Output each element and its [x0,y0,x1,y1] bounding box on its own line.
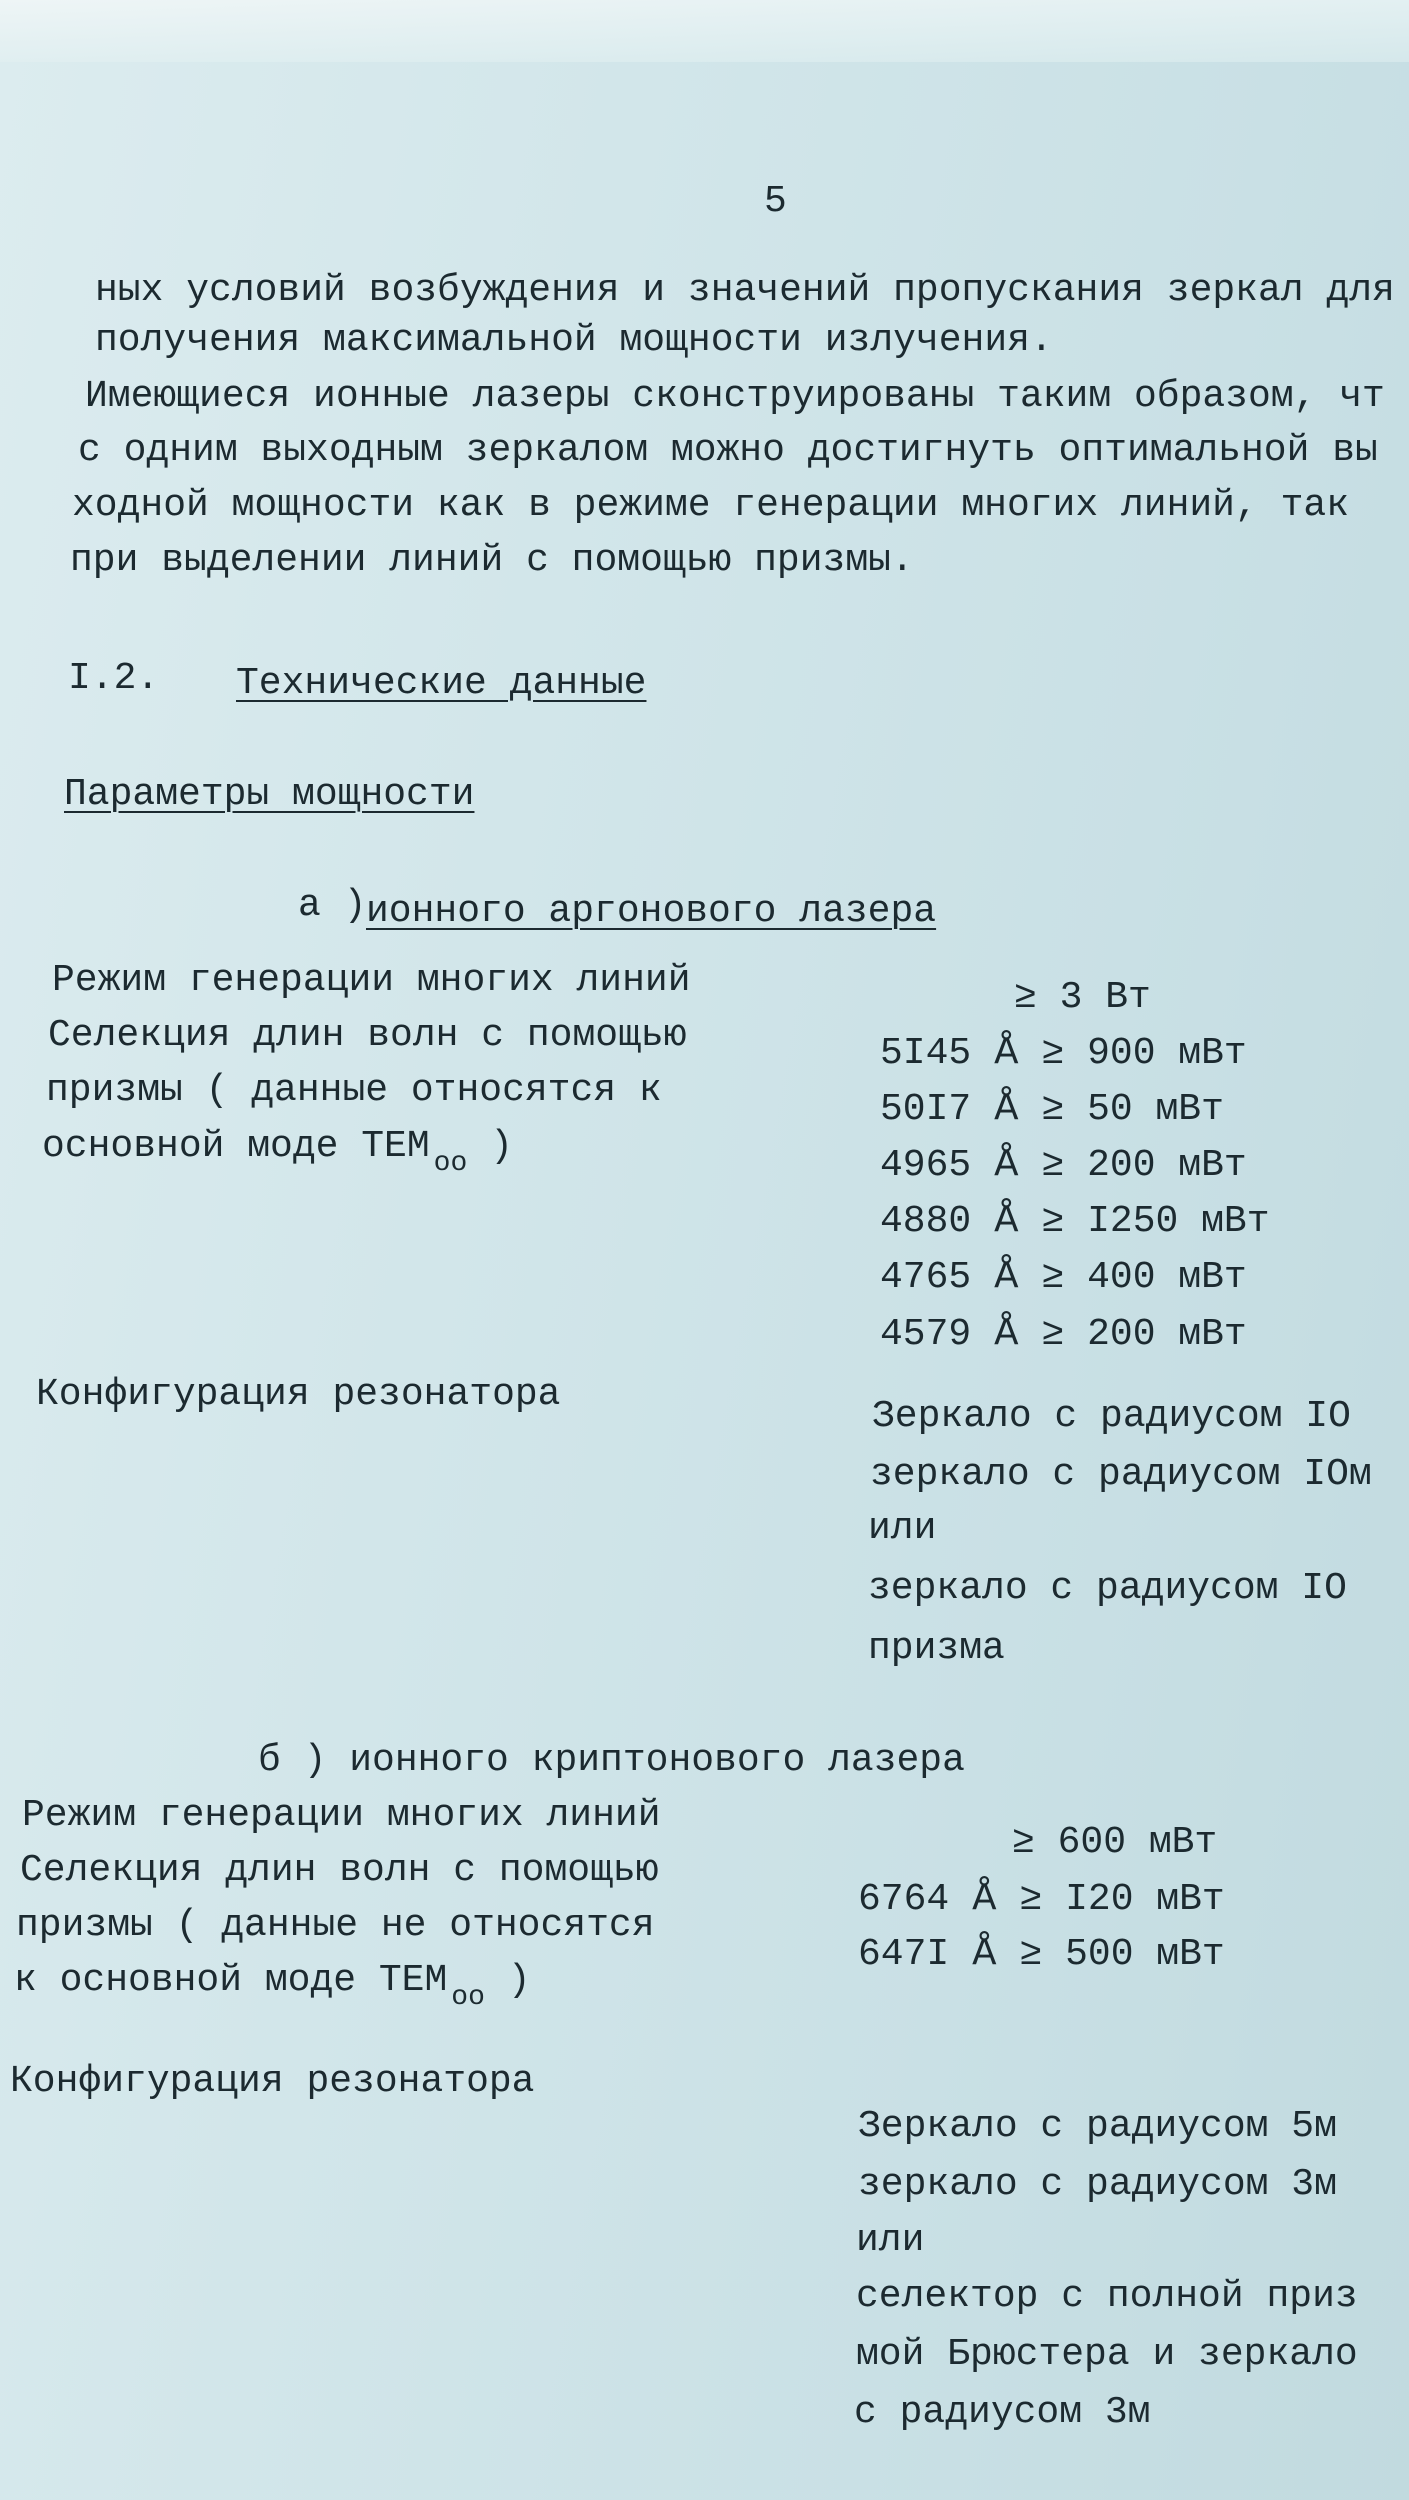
wavelength: 6764 [858,1878,950,1921]
argon-label-prism: Селекция длин волн с помощью [48,1014,687,1057]
argon-line-row [880,1199,1270,1243]
argon-label-prism-mode [42,1125,513,1179]
angstrom-symbol: Å [994,1031,1019,1072]
intro-line: Имеющиеся ионные лазеры сконструированы таким образом, чт [85,375,1385,418]
section-number: I.2. [68,657,160,700]
power-value: ≥ 500 мВт [1019,1933,1225,1976]
mode-text: к основной моде ТЕМ [14,1959,448,2002]
krypton-resonator-line: зеркало с радиусом 3м [858,2163,1337,2206]
intro-line: ходной мощности как в режиме генерации многих линий, так [72,484,1350,527]
power-value: ≥ 200 мВт [1041,1144,1247,1187]
krypton-label-multiline: Режим генерации многих линий [22,1794,661,1837]
krypton-resonator-label: Конфигурация резонатора [10,2060,535,2103]
power-value: ≥ 900 мВт [1041,1032,1247,1075]
krypton-heading: б ) ионного криптонового лазера [258,1739,965,1782]
wavelength: 4965 [880,1144,972,1187]
wavelength: 4579 [880,1313,972,1356]
mode-subscript: оо [451,1982,485,2013]
krypton-label-prism-mode [14,1959,531,2013]
krypton-line-row [858,1877,1225,1921]
wavelength: 4880 [880,1200,972,1243]
mode-close: ) [507,1959,531,2002]
page-number: 5 [764,180,787,223]
angstrom-symbol: Å [994,1255,1019,1296]
mode-text: основной моде ТЕМ [42,1125,430,1168]
argon-label-prism: призмы ( данные относятся к [46,1069,662,1112]
argon-resonator-line: Зеркало с радиусом IO [872,1395,1351,1438]
angstrom-symbol: Å [994,1199,1019,1240]
intro-line: с одним выходным зеркалом можно достигнуть оптимальной вы [78,429,1378,472]
krypton-resonator-line: или [856,2219,925,2262]
page-top-edge [0,0,1409,62]
angstrom-symbol: Å [994,1087,1019,1128]
intro-line: получения максимальной мощности излучения. [95,319,1053,362]
krypton-label-prism: Селекция длин волн с помощью [20,1849,659,1892]
krypton-resonator-line: Зеркало с радиусом 5м [858,2105,1337,2148]
angstrom-symbol: Å [972,1932,997,1973]
section-title: Технические данные [236,662,647,705]
krypton-resonator-line: мой Брюстера и зеркало [856,2333,1358,2376]
argon-resonator-line: зеркало с радиусом IO [868,1567,1347,1610]
argon-line-row [880,1312,1247,1356]
argon-resonator-line: или [868,1507,937,1550]
subheading: Параметры мощности [64,773,475,816]
argon-resonator-line: призма [868,1627,1005,1670]
argon-line-row [880,1143,1247,1187]
intro-line: ных условий возбуждения и значений пропускания зеркал для [95,269,1395,312]
argon-line-row [880,1255,1247,1299]
wavelength: 4765 [880,1256,972,1299]
argon-heading: ионного аргонового лазера [366,890,937,933]
power-value: ≥ 200 мВт [1041,1313,1247,1356]
wavelength: 647I [858,1933,950,1976]
krypton-multiline-value: ≥ 600 мВт [1012,1821,1218,1864]
angstrom-symbol: Å [994,1143,1019,1184]
power-value: ≥ I20 мВт [1019,1878,1225,1921]
power-value: ≥ 50 мВт [1041,1088,1224,1131]
argon-label-multiline: Режим генерации многих линий [52,959,691,1002]
wavelength: 5I45 [880,1032,972,1075]
wavelength: 50I7 [880,1088,972,1131]
krypton-label-prism: призмы ( данные не относятся [16,1904,655,1947]
argon-resonator-label: Конфигурация резонатора [36,1373,561,1416]
mode-subscript: оо [433,1148,468,1179]
argon-heading-prefix: а ) [298,884,367,927]
mode-close: ) [490,1125,513,1168]
angstrom-symbol: Å [972,1877,997,1918]
intro-line: при выделении линий с помощью призмы. [70,539,914,582]
krypton-resonator-line: с радиусом 3м [854,2391,1151,2434]
krypton-resonator-line: селектор с полной приз [856,2275,1358,2318]
krypton-line-row [858,1932,1225,1976]
power-value: ≥ I250 мВт [1041,1200,1270,1243]
argon-multiline-value: ≥ 3 Вт [1014,976,1151,1019]
angstrom-symbol: Å [994,1312,1019,1353]
argon-line-row [880,1087,1224,1131]
argon-line-row [880,1031,1247,1075]
argon-resonator-line: зеркало с радиусом IOм [870,1453,1372,1496]
power-value: ≥ 400 мВт [1041,1256,1247,1299]
